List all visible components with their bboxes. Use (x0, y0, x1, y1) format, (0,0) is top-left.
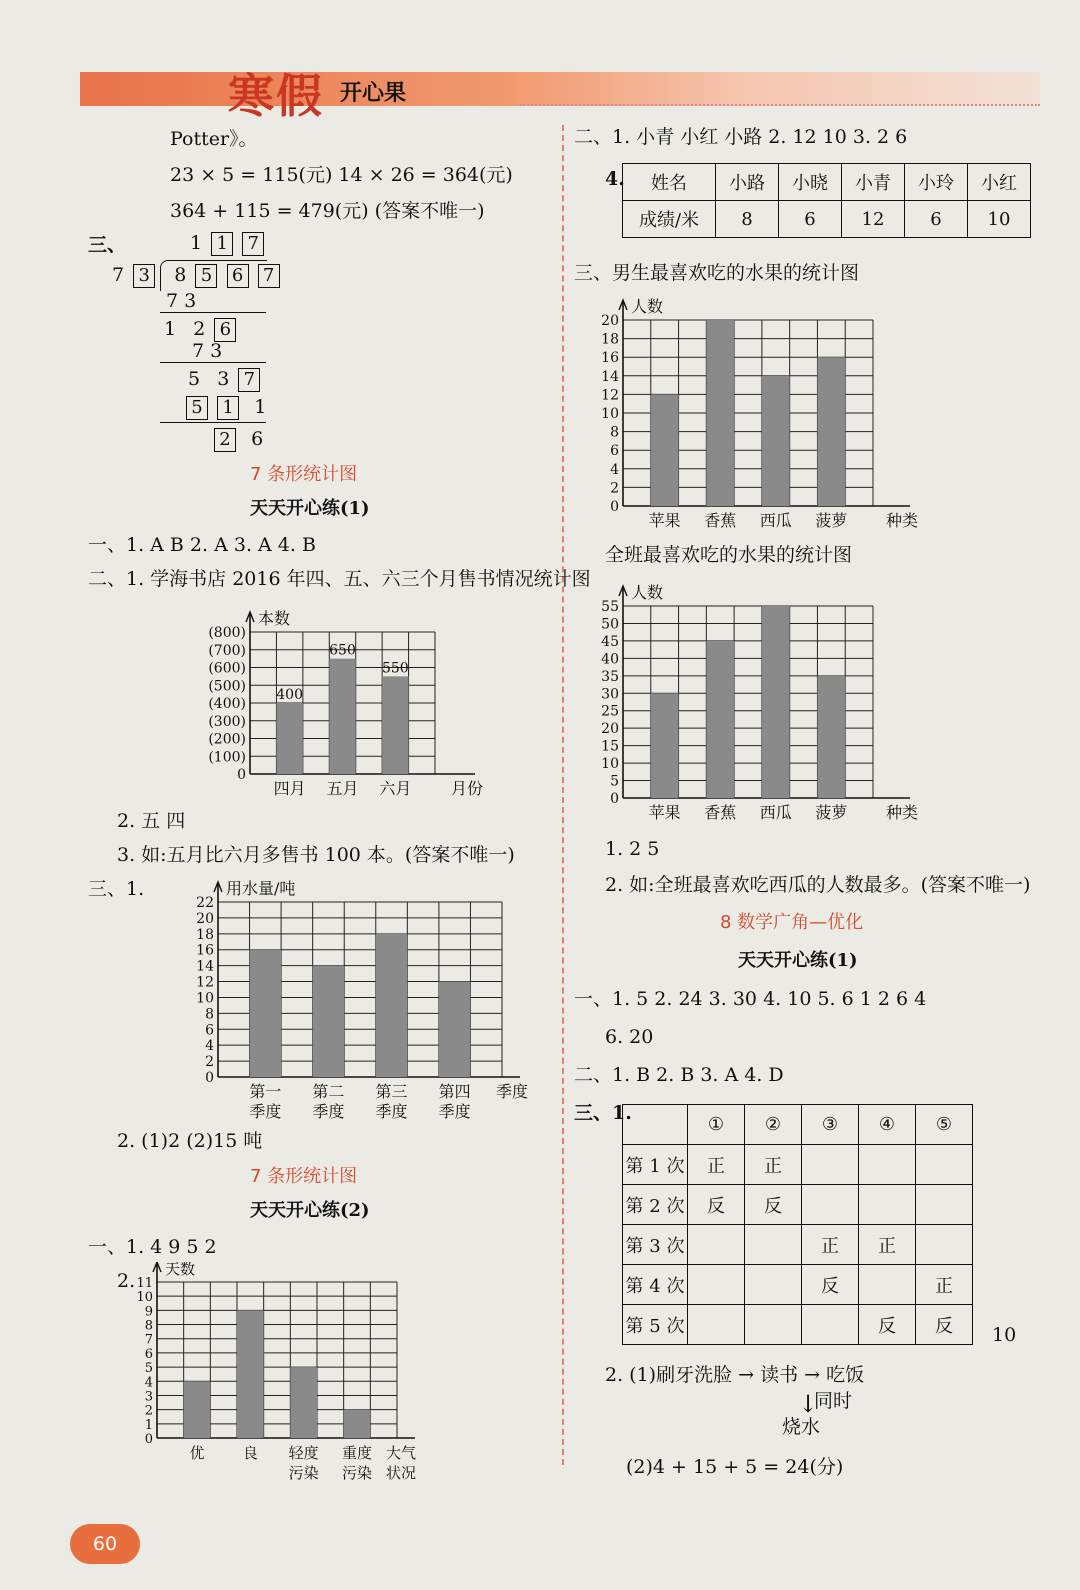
y-axis-label: 用水量/吨 (226, 879, 296, 898)
answer-box: 5 (186, 396, 208, 420)
y-tick-label: (600) (208, 660, 246, 677)
table-cell (802, 1305, 859, 1345)
y-tick-label: 0 (205, 1070, 214, 1086)
bar (439, 982, 471, 1077)
table-cell: 正 (859, 1225, 916, 1265)
table-cell: 反 (688, 1185, 745, 1225)
table-cell (859, 1185, 916, 1225)
x-tick-label: 良 (242, 1444, 258, 1462)
answer-line: 一、1. A B 2. A 3. A 4. B (88, 534, 316, 556)
y-tick-label: 18 (196, 926, 214, 943)
bar (276, 703, 302, 774)
digit: 1 (190, 232, 203, 254)
bar (376, 934, 408, 1077)
x-axis-label: 大气 (385, 1444, 417, 1462)
answer-line: 二、1. B 2. B 3. A 4. D (574, 1064, 784, 1086)
division-row (164, 318, 236, 342)
table-row (623, 1225, 973, 1265)
bar (329, 659, 355, 774)
section-title: 7 条形统计图 (250, 464, 358, 485)
answer-line: (2)4 + 15 + 5 = 24(分) (626, 1456, 844, 1478)
bar (817, 357, 845, 506)
column-divider (562, 125, 564, 1465)
y-tick-label: 5 (144, 1361, 153, 1377)
x-tick-label: 菠萝 (815, 511, 848, 528)
chart-book-sales (195, 594, 485, 804)
answer-box: 7 (258, 264, 280, 288)
table-cell: ② (745, 1105, 802, 1145)
table-cell (859, 1265, 916, 1305)
x-tick-label: 苹果 (648, 511, 681, 528)
table-cell: 小晓 (779, 164, 842, 201)
y-tick-label: (300) (208, 713, 246, 730)
process-step: 吃饭 (826, 1364, 865, 1386)
y-tick-label: 3 (144, 1389, 153, 1405)
y-axis-label: 人数 (631, 583, 664, 602)
data-label: 650 (329, 642, 356, 659)
digit: 6 (251, 428, 264, 450)
bar (237, 1310, 264, 1438)
y-tick-label: 2 (610, 480, 619, 497)
table-cell: 小红 (968, 164, 1031, 201)
x-tick-label: 季度 (312, 1102, 345, 1121)
table-cell: 反 (802, 1265, 859, 1305)
answer-box: 7 (242, 232, 264, 256)
table-row (623, 1145, 973, 1185)
y-tick-label: 12 (601, 387, 619, 404)
table-row (623, 1305, 973, 1345)
division-row: 7 3 (166, 290, 197, 312)
x-tick-label: 香蕉 (704, 803, 737, 822)
y-tick-label: 12 (196, 974, 214, 991)
y-tick-label: 35 (601, 668, 619, 685)
y-axis-label: 人数 (631, 297, 664, 316)
answer-box: 2 (214, 428, 236, 452)
digit: 2 (193, 318, 206, 340)
process-step: 烧水 (782, 1416, 821, 1438)
answer-line: 三、1. (88, 878, 145, 900)
y-tick-label: (400) (208, 696, 246, 712)
process-step: 读书 (760, 1364, 799, 1386)
y-tick-label: (200) (208, 731, 246, 748)
chart-boys-fruit (585, 288, 925, 528)
table-cell: 成绩/米 (623, 201, 716, 238)
x-tick-label: 第四 (438, 1082, 471, 1101)
score-table (622, 163, 1031, 238)
x-axis-label: 月份 (450, 779, 484, 798)
y-tick-label: 22 (196, 895, 214, 911)
bar (290, 1367, 317, 1438)
answer-box: 3 (133, 264, 155, 288)
x-axis-label: 季度 (495, 1082, 529, 1101)
x-tick-label: 六月 (379, 779, 412, 798)
table-cell: 姓名 (623, 164, 716, 201)
table-cell: 正 (688, 1145, 745, 1185)
table-cell: 8 (716, 201, 779, 238)
y-tick-label: 40 (601, 651, 619, 668)
division-quotient (190, 232, 264, 256)
y-tick-label: 0 (610, 791, 619, 807)
x-tick-label: 优 (189, 1444, 205, 1462)
division-row (188, 368, 260, 392)
x-tick-label: 季度 (249, 1102, 282, 1121)
table-row (623, 1265, 973, 1305)
bar (762, 376, 790, 506)
table-cell: ③ (802, 1105, 859, 1145)
y-tick-label: 30 (601, 686, 619, 703)
table-cell: 正 (802, 1225, 859, 1265)
y-tick-label: 4 (610, 461, 619, 478)
bar (382, 676, 408, 774)
table-cell: 6 (779, 201, 842, 238)
answer-box: 5 (195, 264, 217, 288)
subsection-title: 天天开心练(2) (250, 1200, 370, 1221)
y-axis-label: 本数 (258, 609, 291, 628)
x-tick-label: 季度 (375, 1102, 408, 1121)
table-cell: 小青 (842, 164, 905, 201)
bar (651, 693, 679, 798)
y-tick-label: 0 (610, 499, 619, 515)
answer-line: Potter》。 (170, 128, 258, 150)
header-dots (520, 104, 1040, 110)
answer-label: 4. (605, 168, 625, 190)
y-tick-label: 8 (610, 424, 619, 441)
bar (706, 320, 734, 506)
table-cell (623, 1105, 688, 1145)
table-cell (688, 1225, 745, 1265)
table-cell: 12 (842, 201, 905, 238)
table-cell: 小玲 (905, 164, 968, 201)
x-tick-label: 西瓜 (759, 803, 792, 822)
section-label: 三、 (88, 234, 127, 256)
y-tick-label: 8 (144, 1318, 153, 1334)
x-tick-label: 西瓜 (759, 511, 792, 528)
y-tick-label: 10 (601, 756, 619, 773)
x-tick-label: 菠萝 (815, 803, 848, 822)
table-row (623, 1105, 973, 1145)
y-tick-label: 15 (601, 738, 619, 755)
y-tick-label: (700) (208, 642, 246, 659)
answer-box: 7 (238, 368, 260, 392)
bar (706, 641, 734, 798)
x-tick-label: 季度 (438, 1102, 471, 1121)
x-tick-label: 苹果 (648, 803, 681, 822)
division-bracket (160, 260, 267, 291)
y-tick-label: 10 (136, 1290, 153, 1306)
y-tick-label: 16 (196, 942, 214, 959)
table-cell (916, 1145, 973, 1185)
answer-line: 一、1. 4 9 5 2 (88, 1236, 217, 1258)
y-tick-label: 6 (144, 1346, 153, 1362)
y-tick-label: 55 (601, 599, 619, 615)
bar (817, 676, 845, 798)
x-tick-label: 重度 (341, 1444, 373, 1462)
digit: 1 (164, 318, 177, 340)
header-banner (80, 72, 1040, 106)
chart-class-fruit (585, 570, 925, 830)
answer-box: 6 (227, 264, 249, 288)
division-row (182, 396, 266, 420)
table-row (623, 1185, 973, 1225)
data-label: 550 (381, 660, 409, 677)
answer-line (605, 1366, 864, 1385)
table-cell: 小路 (716, 164, 779, 201)
y-tick-label: 16 (601, 350, 619, 367)
coin-table (622, 1104, 973, 1345)
y-tick-label: 45 (601, 633, 619, 650)
table-cell: 反 (916, 1305, 973, 1345)
arrow-right-icon: → (804, 1364, 821, 1386)
answer-box: 1 (217, 396, 239, 420)
data-label: 400 (276, 687, 304, 703)
y-tick-label: 2 (144, 1403, 153, 1419)
table-cell (916, 1225, 973, 1265)
table-cell: 第 2 次 (623, 1185, 688, 1225)
answer-line: 三、男生最喜欢吃的水果的统计图 (574, 262, 860, 284)
table-cell: 反 (859, 1305, 916, 1345)
y-tick-label: 5 (610, 773, 619, 790)
y-tick-label: 14 (601, 368, 619, 385)
table-cell: 反 (745, 1185, 802, 1225)
section-title: 8 数学广角—优化 (720, 912, 864, 933)
x-tick-label: 污染 (341, 1464, 373, 1482)
x-tick-label: 五月 (326, 779, 359, 798)
process-step: 2. (1)刷牙洗脸 (605, 1364, 733, 1386)
y-tick-label: (800) (208, 625, 246, 641)
table-cell (802, 1145, 859, 1185)
section-title: 7 条形统计图 (250, 1166, 358, 1187)
table-row (623, 164, 1031, 201)
y-tick-label: 11 (136, 1276, 153, 1291)
answer-line: 全班最喜欢吃的水果的统计图 (605, 544, 853, 566)
table-cell (802, 1185, 859, 1225)
bar (651, 394, 679, 506)
bar (184, 1381, 211, 1438)
answer-line: 一、1. 5 2. 24 3. 30 4. 10 5. 6 1 2 6 4 (574, 988, 927, 1010)
y-tick-label: 6 (205, 1022, 214, 1039)
y-tick-label: 18 (601, 331, 619, 348)
y-tick-label: 50 (601, 616, 619, 633)
x-axis-label: 状况 (385, 1464, 417, 1482)
y-tick-label: 20 (196, 910, 214, 927)
y-tick-label: 4 (205, 1038, 214, 1055)
bar (313, 966, 345, 1077)
answer-box: 1 (211, 232, 233, 256)
arrow-down-icon: ↓ (798, 1390, 819, 1418)
table-cell: 正 (745, 1145, 802, 1185)
division-line (160, 362, 266, 363)
y-tick-label: 0 (144, 1432, 153, 1447)
answer-line: 2. (1)2 (2)15 吨 (117, 1130, 263, 1152)
table-cell: 第 5 次 (623, 1305, 688, 1345)
x-tick-label: 四月 (273, 779, 306, 798)
answer-line: 2. 五 四 (117, 810, 186, 832)
answer-line: 二、1. 学海书店 2016 年四、五、六三个月售书情况统计图 (88, 568, 591, 590)
y-tick-label: 2 (205, 1054, 214, 1071)
y-tick-label: 10 (601, 406, 619, 422)
y-tick-label: 6 (610, 443, 619, 460)
x-tick-label: 第二 (312, 1082, 345, 1101)
table-cell (688, 1305, 745, 1345)
x-tick-label: 轻度 (288, 1444, 319, 1462)
x-axis-label: 种类 (885, 511, 919, 528)
y-tick-label: 8 (205, 1006, 214, 1023)
table-row (623, 201, 1031, 238)
subsection-title: 天天开心练(1) (738, 950, 858, 971)
table-cell: ⑤ (916, 1105, 973, 1145)
answer-label: 三、1. (574, 1102, 632, 1124)
y-tick-label: 9 (144, 1304, 153, 1320)
x-tick-label: 污染 (288, 1464, 319, 1482)
bar (250, 950, 282, 1077)
book-subtitle: 开心果 (340, 81, 407, 106)
y-tick-label: 20 (601, 313, 619, 329)
answer-line: 2. (117, 1270, 136, 1292)
y-tick-label: (500) (208, 678, 246, 695)
answer-line: 23 × 5 = 115(元) 14 × 26 = 364(元) (170, 164, 513, 186)
division-row (210, 428, 263, 452)
digit: 1 (254, 396, 267, 418)
x-axis-label: 种类 (885, 803, 919, 822)
division-row: 7 3 (192, 340, 223, 362)
table-cell (688, 1265, 745, 1305)
bar (344, 1410, 371, 1438)
answer-note: 10 (992, 1324, 1017, 1346)
table-cell: ④ (859, 1105, 916, 1145)
page-number: 60 (70, 1524, 140, 1564)
answer-line: 二、1. 小青 小红 小路 2. 12 10 3. 2 6 (574, 126, 908, 148)
y-tick-label: 1 (144, 1417, 153, 1433)
x-tick-label: 香蕉 (704, 511, 737, 528)
digit: 5 (188, 368, 201, 390)
division-line (160, 422, 266, 423)
answer-line: 1. 2 5 (605, 838, 660, 860)
y-tick-label: 4 (144, 1375, 153, 1391)
answer-line: 364 + 115 = 479(元) (答案不唯一) (170, 200, 485, 222)
digit: 7 (112, 264, 125, 286)
table-cell: ① (688, 1105, 745, 1145)
process-note: 同时 (814, 1390, 853, 1412)
answer-box: 6 (214, 318, 236, 342)
answer-line: 6. 20 (605, 1026, 654, 1048)
y-tick-label: 0 (237, 767, 246, 783)
y-tick-label: 7 (144, 1332, 153, 1348)
digit: 3 (217, 368, 230, 390)
bar (762, 606, 790, 798)
table-cell (859, 1145, 916, 1185)
table-cell: 第 4 次 (623, 1265, 688, 1305)
y-axis-label: 天数 (165, 1262, 196, 1278)
y-tick-label: 14 (196, 958, 214, 975)
subsection-title: 天天开心练(1) (250, 498, 370, 519)
chart-air-quality (125, 1262, 455, 1487)
y-tick-label: 25 (601, 703, 619, 720)
y-tick-label: 20 (601, 721, 619, 738)
table-cell: 第 1 次 (623, 1145, 688, 1185)
y-tick-label: (100) (208, 749, 246, 766)
y-tick-label: 10 (196, 990, 214, 1007)
chart-water-usage (160, 872, 550, 1122)
answer-line: 2. 如:全班最喜欢吃西瓜的人数最多。(答案不唯一) (605, 874, 1031, 896)
division-line (160, 312, 266, 313)
book-title: 寒假 (228, 69, 324, 123)
table-cell (745, 1225, 802, 1265)
table-cell (745, 1305, 802, 1345)
table-cell: 10 (968, 201, 1031, 238)
x-tick-label: 第三 (375, 1082, 408, 1101)
table-cell: 第 3 次 (623, 1225, 688, 1265)
table-cell (745, 1265, 802, 1305)
table-cell: 正 (916, 1265, 973, 1305)
table-cell (916, 1185, 973, 1225)
x-tick-label: 第一 (249, 1082, 282, 1101)
answer-line: 3. 如:五月比六月多售书 100 本。(答案不唯一) (117, 844, 515, 866)
arrow-right-icon: → (738, 1364, 755, 1386)
digit: 8 (174, 264, 187, 286)
table-cell: 6 (905, 201, 968, 238)
